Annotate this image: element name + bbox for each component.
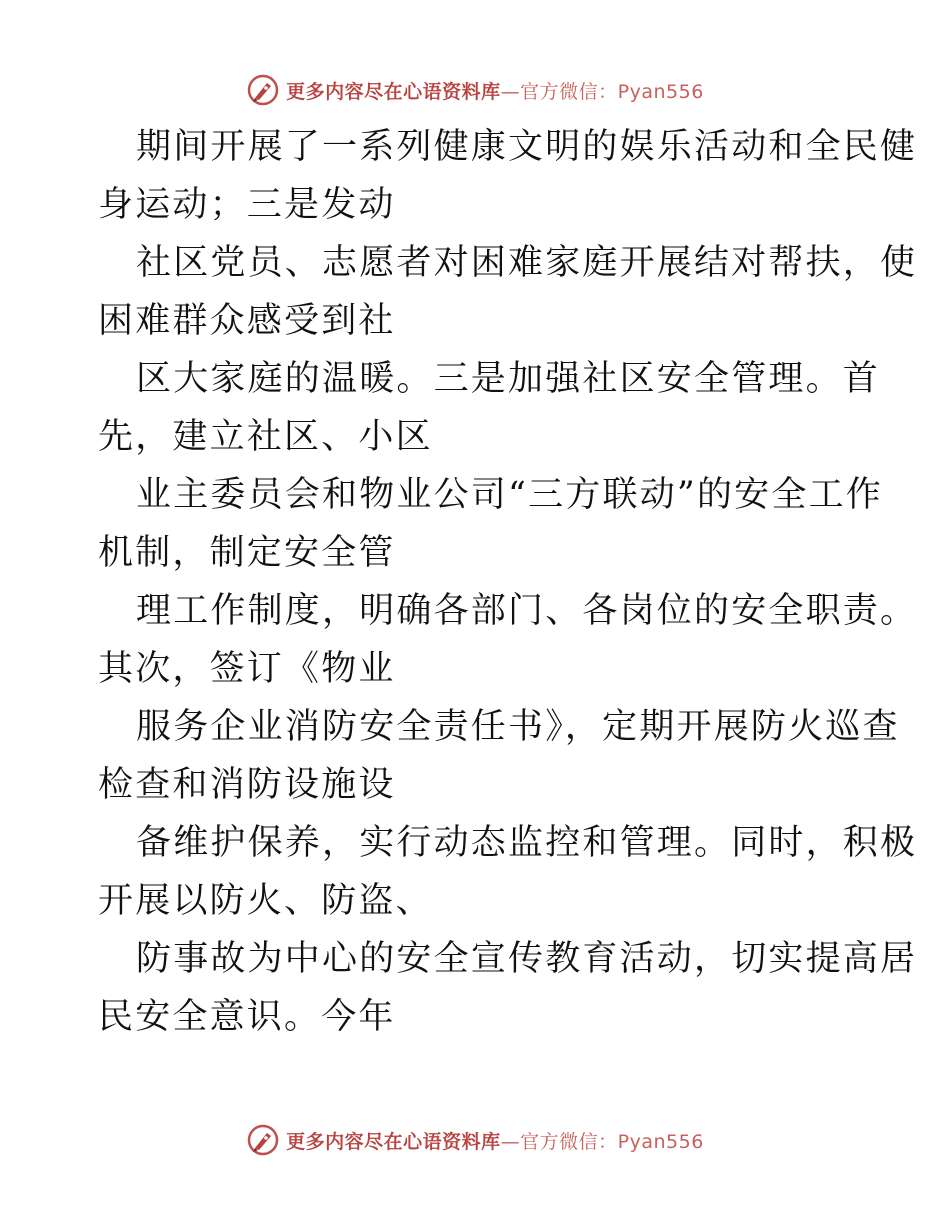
header-banner-text bbox=[286, 77, 704, 104]
header-banner-inner bbox=[246, 73, 704, 107]
body-line: 民安全意识。今年 bbox=[98, 997, 396, 1037]
body-line: 机制，制定安全管 bbox=[98, 533, 396, 573]
body-line: 先，建立社区、小区 bbox=[98, 417, 433, 457]
header-banner-wechat: —官方微信：Pyan556 bbox=[500, 80, 704, 103]
body-line: 困难群众感受到社 bbox=[98, 301, 396, 341]
footer-banner-title: 更多内容尽在心语资料库 bbox=[286, 1130, 501, 1153]
body-line: 检查和消防设施设 bbox=[98, 765, 396, 805]
footer-banner bbox=[0, 1120, 950, 1160]
footer-banner-text bbox=[286, 1127, 704, 1154]
pen-nib-logo-icon bbox=[246, 73, 280, 107]
body-line: 服务企业消防安全责任书》，定期开展防火巡查 bbox=[136, 707, 900, 747]
body-line: 身运动；三是发动 bbox=[98, 185, 396, 225]
footer-banner-wechat: —官方微信：Pyan556 bbox=[500, 1130, 704, 1153]
body-line: 区大家庭的温暖。三是加强社区安全管理。首 bbox=[136, 359, 881, 399]
header-banner-title: 更多内容尽在心语资料库 bbox=[286, 80, 501, 103]
header-banner bbox=[0, 70, 950, 110]
body-line: 防事故为中心的安全宣传教育活动，切实提高居 bbox=[136, 939, 918, 979]
body-line: 业主委员会和物业公司“三方联动”的安全工作 bbox=[136, 475, 883, 515]
body-line: 社区党员、志愿者对困难家庭开展结对帮扶，使 bbox=[136, 243, 918, 283]
body-line: 其次，签订《物业 bbox=[98, 649, 396, 689]
body-line: 理工作制度，明确各部门、各岗位的安全职责。 bbox=[136, 591, 918, 631]
pen-nib-logo-icon bbox=[246, 1123, 280, 1157]
footer-banner-inner bbox=[246, 1123, 704, 1157]
body-line: 期间开展了一系列健康文明的娱乐活动和全民健 bbox=[136, 127, 918, 167]
document-body bbox=[98, 118, 918, 1046]
body-line: 备维护保养，实行动态监控和管理。同时，积极 bbox=[136, 823, 918, 863]
body-line: 开展以防火、防盗、 bbox=[98, 881, 433, 921]
